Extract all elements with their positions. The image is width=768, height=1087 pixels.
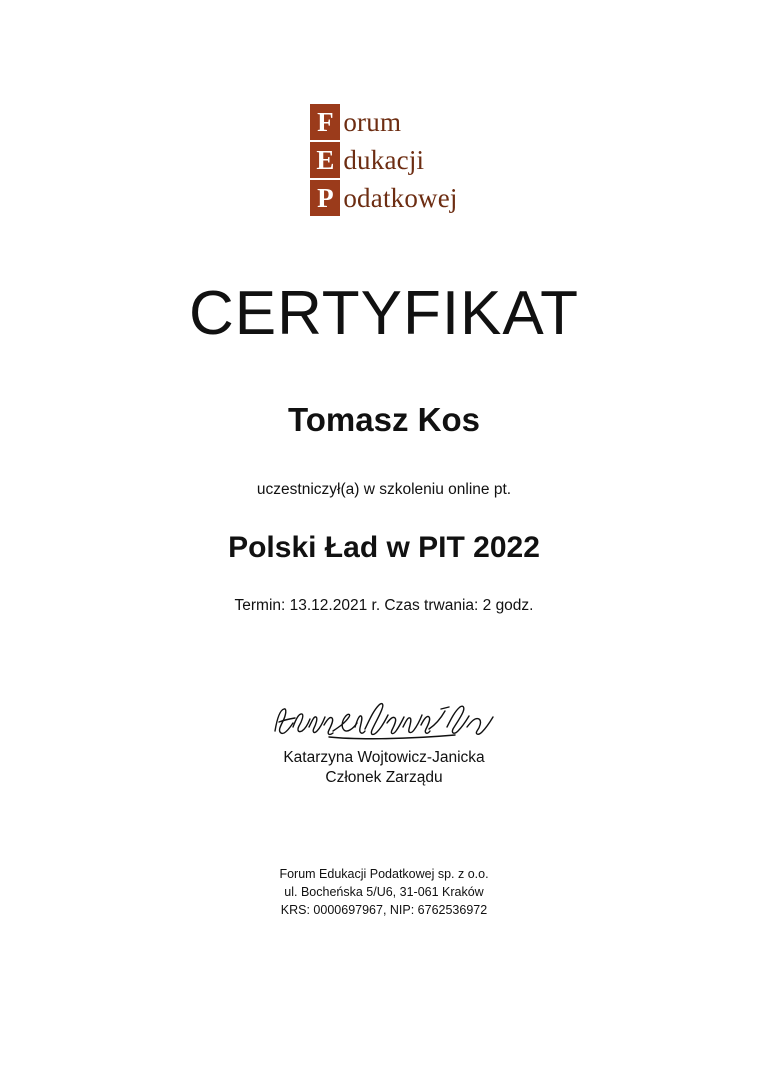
signature-block [269, 697, 499, 787]
signature-icon [269, 697, 499, 743]
recipient-name: Tomasz Kos [288, 401, 480, 438]
footer-company-details [279, 865, 488, 919]
logo-letter-p: P [310, 180, 340, 216]
course-title: Polski Ład w PIT 2022 [228, 531, 540, 564]
logo-word-edukacji: dukacji [343, 144, 425, 175]
logo-line-3 [310, 180, 457, 216]
signer-name: Katarzyna Wojtowicz-Janicka [283, 749, 485, 766]
footer-company-name: Forum Edukacji Podatkowej sp. z o.o. [279, 867, 489, 881]
logo-line-2 [310, 142, 424, 178]
date-and-duration: Termin: 13.12.2021 r. Czas trwania: 2 godz. [234, 597, 534, 614]
company-logo [310, 104, 457, 218]
logo-word-podatkowej: odatkowej [343, 182, 458, 213]
signer-role: Członek Zarządu [325, 769, 443, 786]
logo-line-1 [310, 104, 401, 140]
certificate-title: CERTYFIKAT [188, 279, 580, 348]
logo-letter-e: E [310, 142, 340, 178]
logo-letter-f: F [310, 104, 340, 140]
logo-word-forum: orum [343, 106, 402, 137]
participation-statement: uczestniczył(a) w szkoleniu online pt. [256, 481, 512, 498]
footer-address: ul. Bocheńska 5/U6, 31-061 Kraków [284, 885, 484, 900]
footer-registry-numbers: KRS: 0000697967, NIP: 6762536972 [280, 903, 488, 918]
